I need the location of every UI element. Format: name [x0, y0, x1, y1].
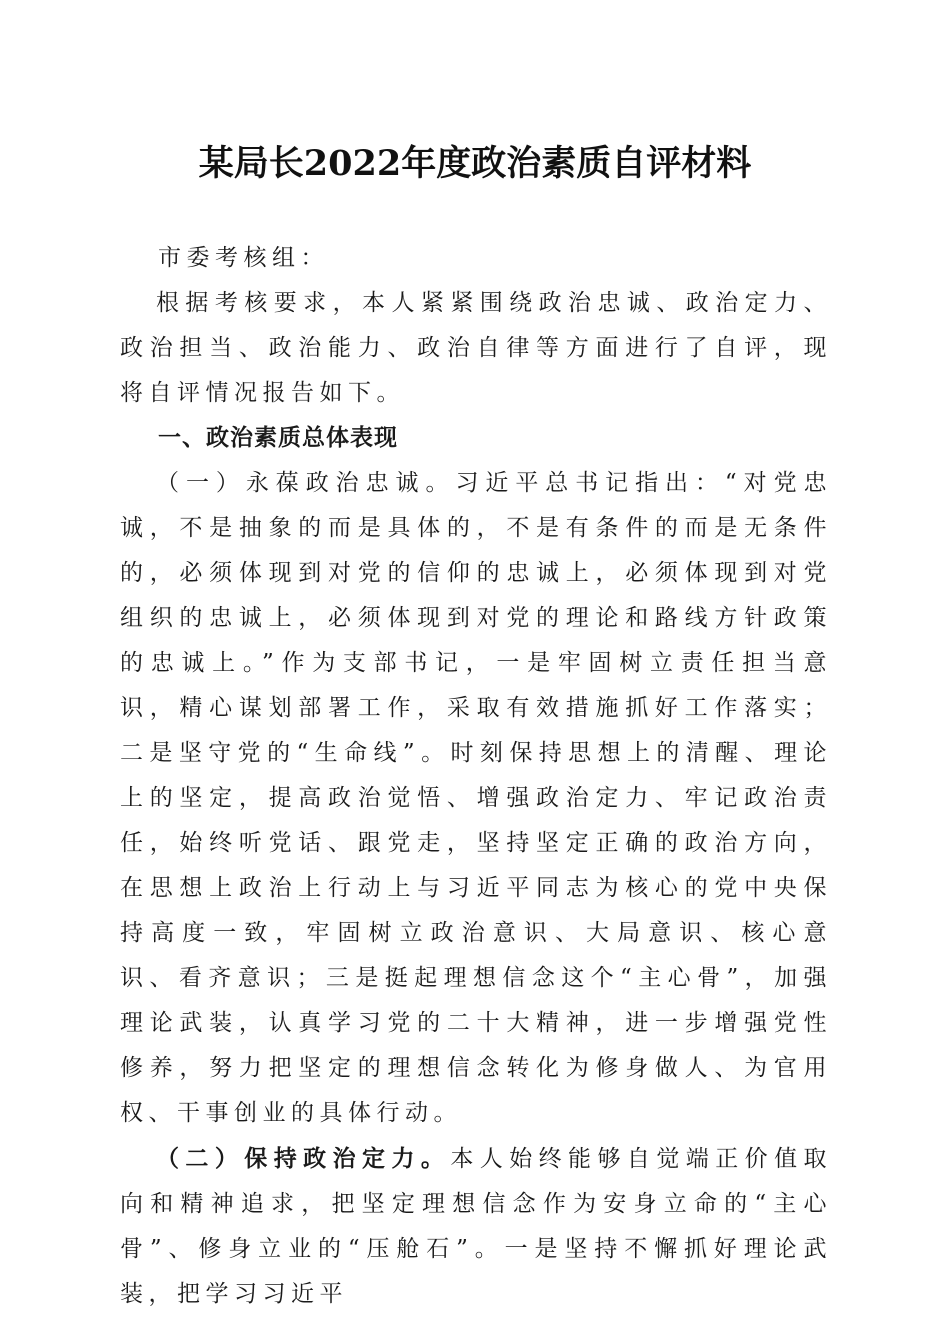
item-2-lead: （二）保持政治定力。: [156, 1145, 451, 1172]
document-body: [120, 236, 832, 1317]
paragraph-item-2: [120, 1136, 832, 1317]
item-2-text: 本人始终能够自觉端正价值取向和精神追求，把坚定理想信念作为安身立命的“主心骨”、修身立业的“压舱石”。一是坚持不懈抓好理论武装，把学习习近平: [120, 1146, 833, 1307]
document-title: 某局长2022年度政治素质自评材料: [198, 143, 752, 184]
intro-paragraph: 根据考核要求，本人紧紧围绕政治忠诚、政治定力、政治担当、政治能力、政治自律等方面进行了自评，现将自评情况报告如下。: [120, 290, 832, 406]
section-heading: 一、政治素质总体表现: [158, 425, 398, 451]
paragraph-item-1: [120, 461, 832, 1136]
salutation: 市委考核组：: [158, 245, 329, 271]
item-1-text: 习近平总书记指出：“对党忠诚，不是抽象的而是具体的，不是有条件的而是无条件的，必须体现到对党的信仰的忠诚上，必须体现到对党组织的忠诚上，必须体现到对党的理论和路线方针政策的忠诚上。”作为支部书记，一是牢固树立责任担当意识，精心谋划部署工作，采取有效措施抓好工作落实；二是坚守党的“生命线”。时刻保持思想上的清醒、理论上的坚定，提高政治觉悟、增强政治定力、牢记政治责任，始终听党话、跟党走，坚持坚定正确的政治方向，在思想上政治上行动上与习近平同志为核心的党中央保持高度一致，牢固树立政治意识、大局意识、核心意识、看齐意识；三是挺起理想信念这个“主心骨”，加强理论武装，认真学习党的二十大精神，进一步增强党性修养，努力把坚定的理想信念转化为修身做人、为官用权、干事创业的具体行动。: [120, 470, 833, 1126]
item-1-lead: （一）永葆政治忠诚。: [156, 470, 456, 496]
